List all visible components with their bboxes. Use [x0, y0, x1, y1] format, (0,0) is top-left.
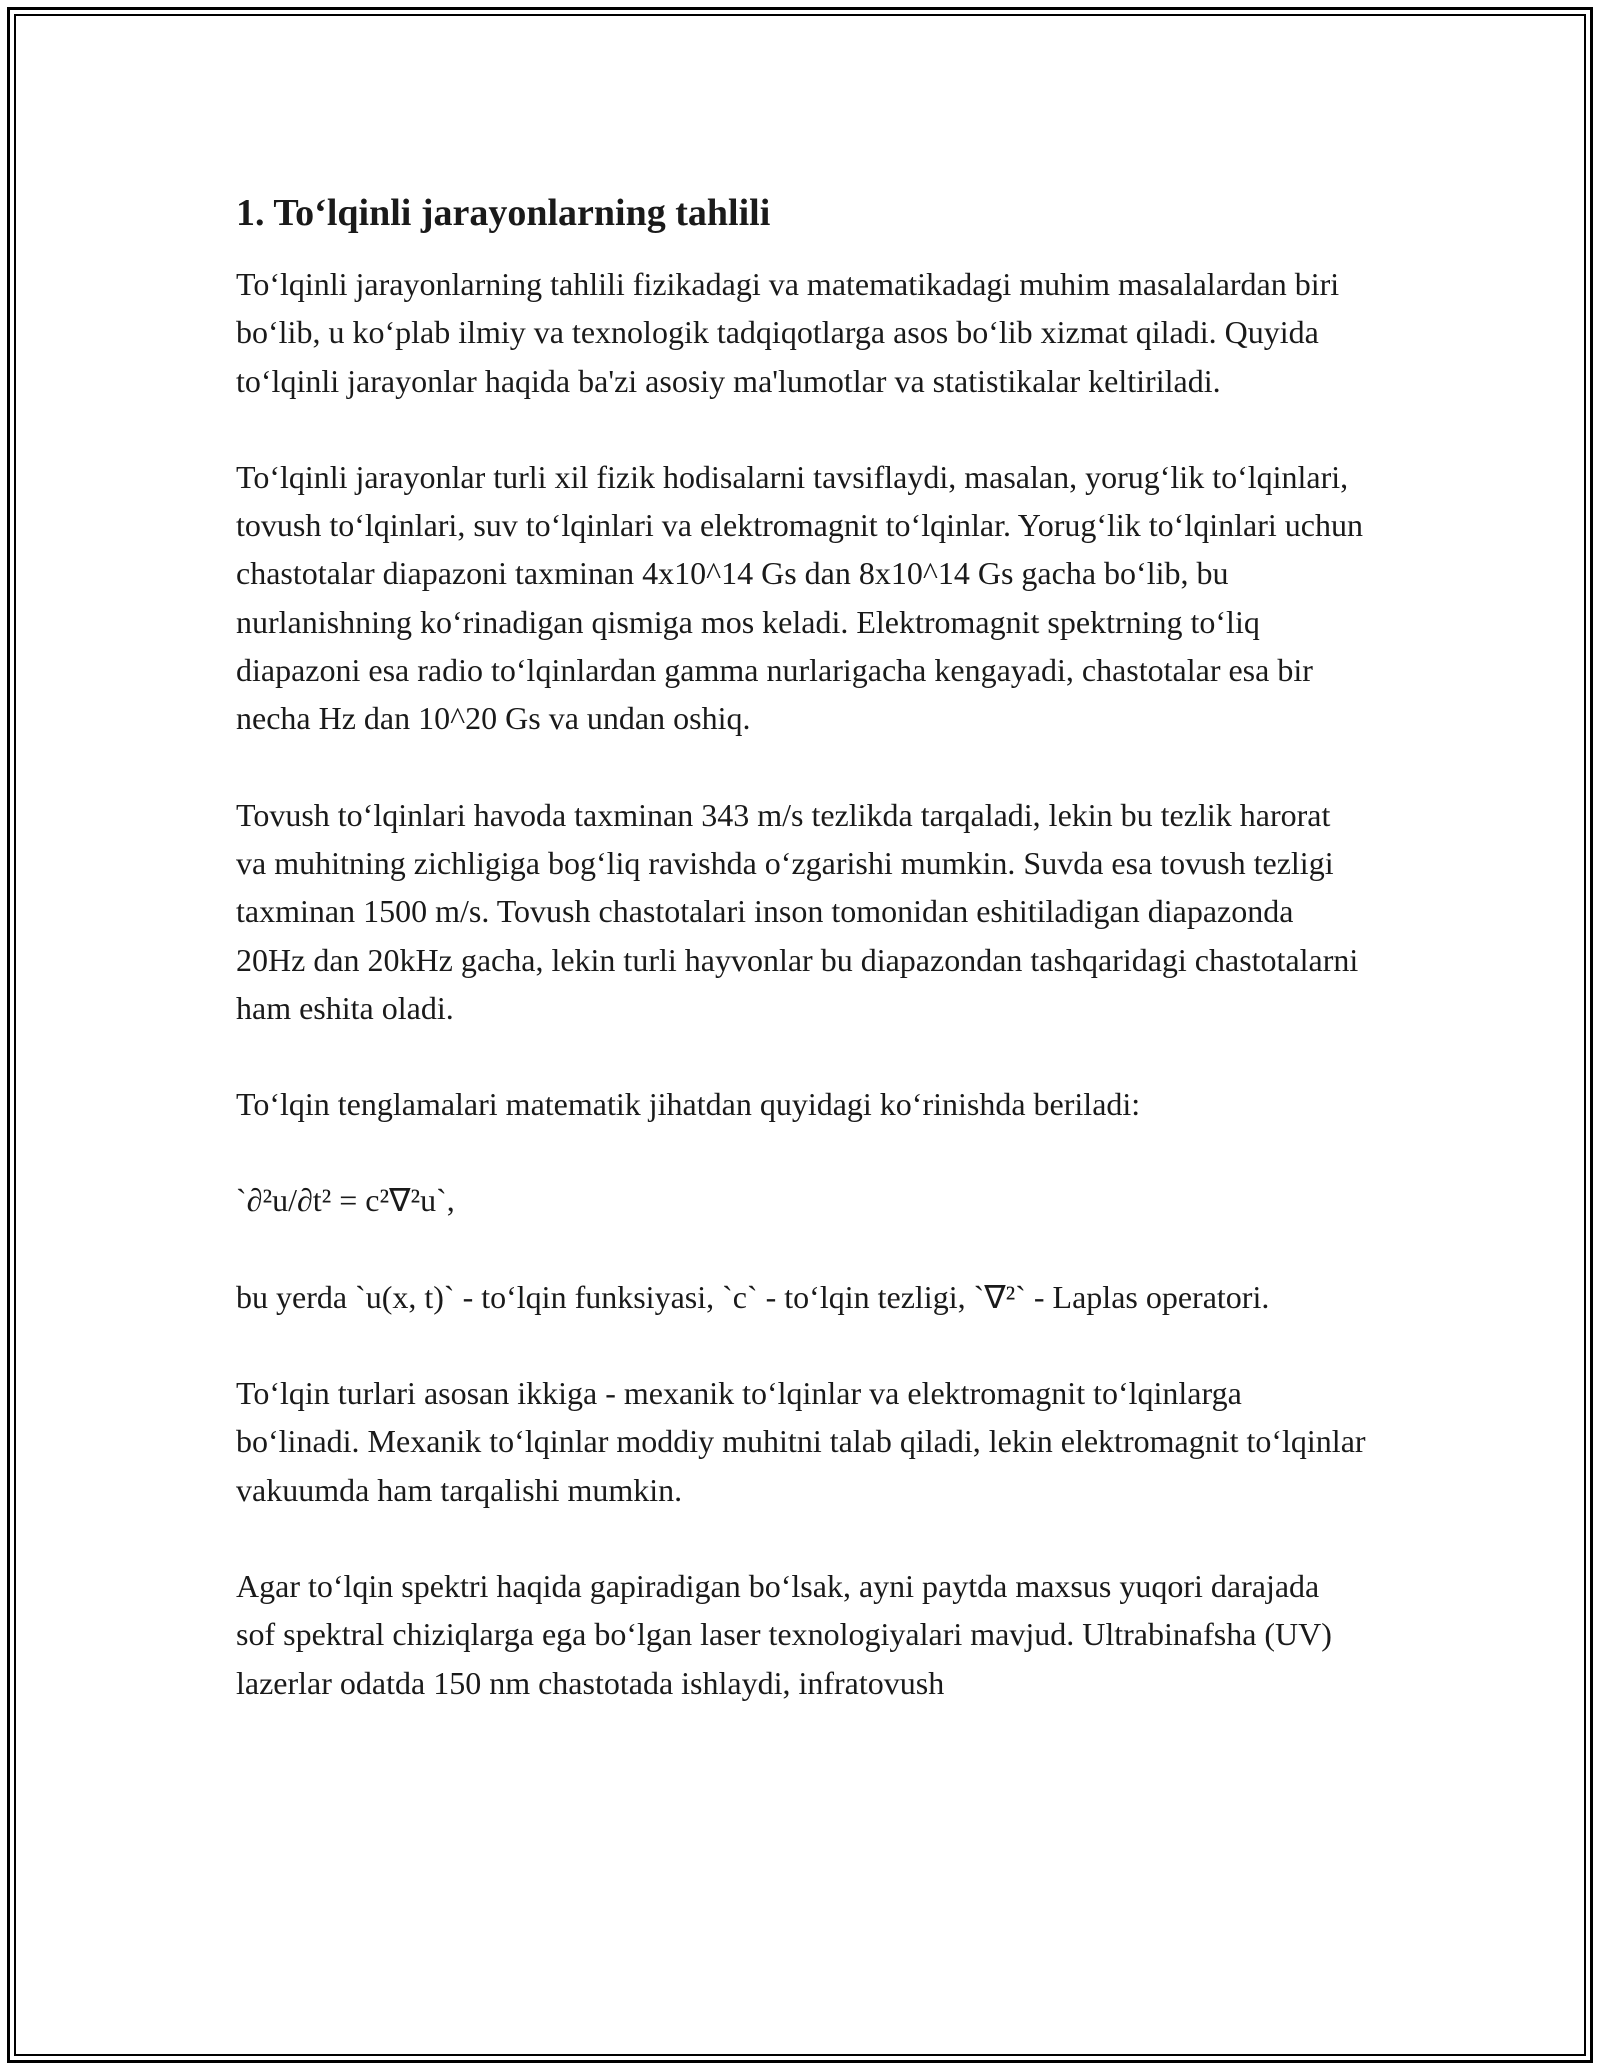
- paragraph-wave-spectrum: Agar to‘lqin spektri haqida gapiradigan bo‘lsak, ayni paytda maxsus yuqori darajada sof spektral chiziqlarga ega bo‘lgan laser texnologiyalari mavjud. Ultrabinafsha (UV) lazerlar odatda 150 nm chastotada ishlaydi, infratovush: [236, 1567, 1332, 1701]
- document-body: [236, 260, 1366, 1707]
- paragraph-wave-equation: `∂²u/∂t² = c²∇²u`,: [236, 1182, 455, 1219]
- page-title: 1. To‘lqinli jarayonlarning tahlili: [236, 192, 771, 234]
- document-content: [236, 188, 1366, 1755]
- paragraph-wave-classes: To‘lqin turlari asosan ikkiga - mexanik to‘lqinlar va elektromagnit to‘lqinlarga bo‘linadi. Mexanik to‘lqinlar moddiy muhitni talab qiladi, lekin elektromagnit to‘lqinlar vakuumda ham tarqalishi mumkin.: [236, 1375, 1366, 1508]
- paragraph-wave-equation-intro: To‘lqin tenglamalari matematik jihatdan quyidagi ko‘rinishda beriladi:: [236, 1086, 1141, 1123]
- paragraph-intro: To‘lqinli jarayonlarning tahlili fizikadagi va matematikadagi muhim masalalardan biri bo‘lib, u ko‘plab ilmiy va texnologik tadqiqotlarga asos bo‘lib xizmat qiladi. Quyida to‘lqinli jarayonlar haqida ba'zi asosiy ma'lumotlar va statistikalar keltiriladi.: [236, 266, 1340, 399]
- paragraph-sound-waves: Tovush to‘lqinlari havoda taxminan 343 m/s tezlikda tarqaladi, lekin bu tezlik harorat va muhitning zichligiga bog‘liq ravishda o‘zgarishi mumkin. Suvda esa tovush tezligi taxminan 1500 m/s. Tovush chastotalari inson tomonidan eshitiladigan diapazonda 20Hz dan 20kHz gacha, lekin turli hayvonlar bu diapazondan tashqaridagi chastotalarni ham eshita oladi.: [236, 796, 1359, 1026]
- paragraph-equation-terms: bu yerda `u(x, t)` - to‘lqin funksiyasi, `c` - to‘lqin tezligi, `∇²` - Laplas operatori.: [236, 1278, 1270, 1315]
- paragraph-wave-types: To‘lqinli jarayonlar turli xil fizik hodisalarni tavsiflaydi, masalan, yorug‘lik to‘lqinlari, tovush to‘lqinlari, suv to‘lqinlari va elektromagnit to‘lqinlar. Yorug‘lik to‘lqinlari uchun chastotalar diapazoni taxminan 4x10^14 Gs dan 8x10^14 Gs gacha bo‘lib, bu nurlanishning ko‘rinadigan qismiga mos keladi. Elektromagnit spektrning to‘liq diapazoni esa radio to‘lqinlardan gamma nurlarigacha kengayadi, chastotalar esa bir necha Hz dan 10^20 Gs va undan oshiq.: [236, 458, 1363, 737]
